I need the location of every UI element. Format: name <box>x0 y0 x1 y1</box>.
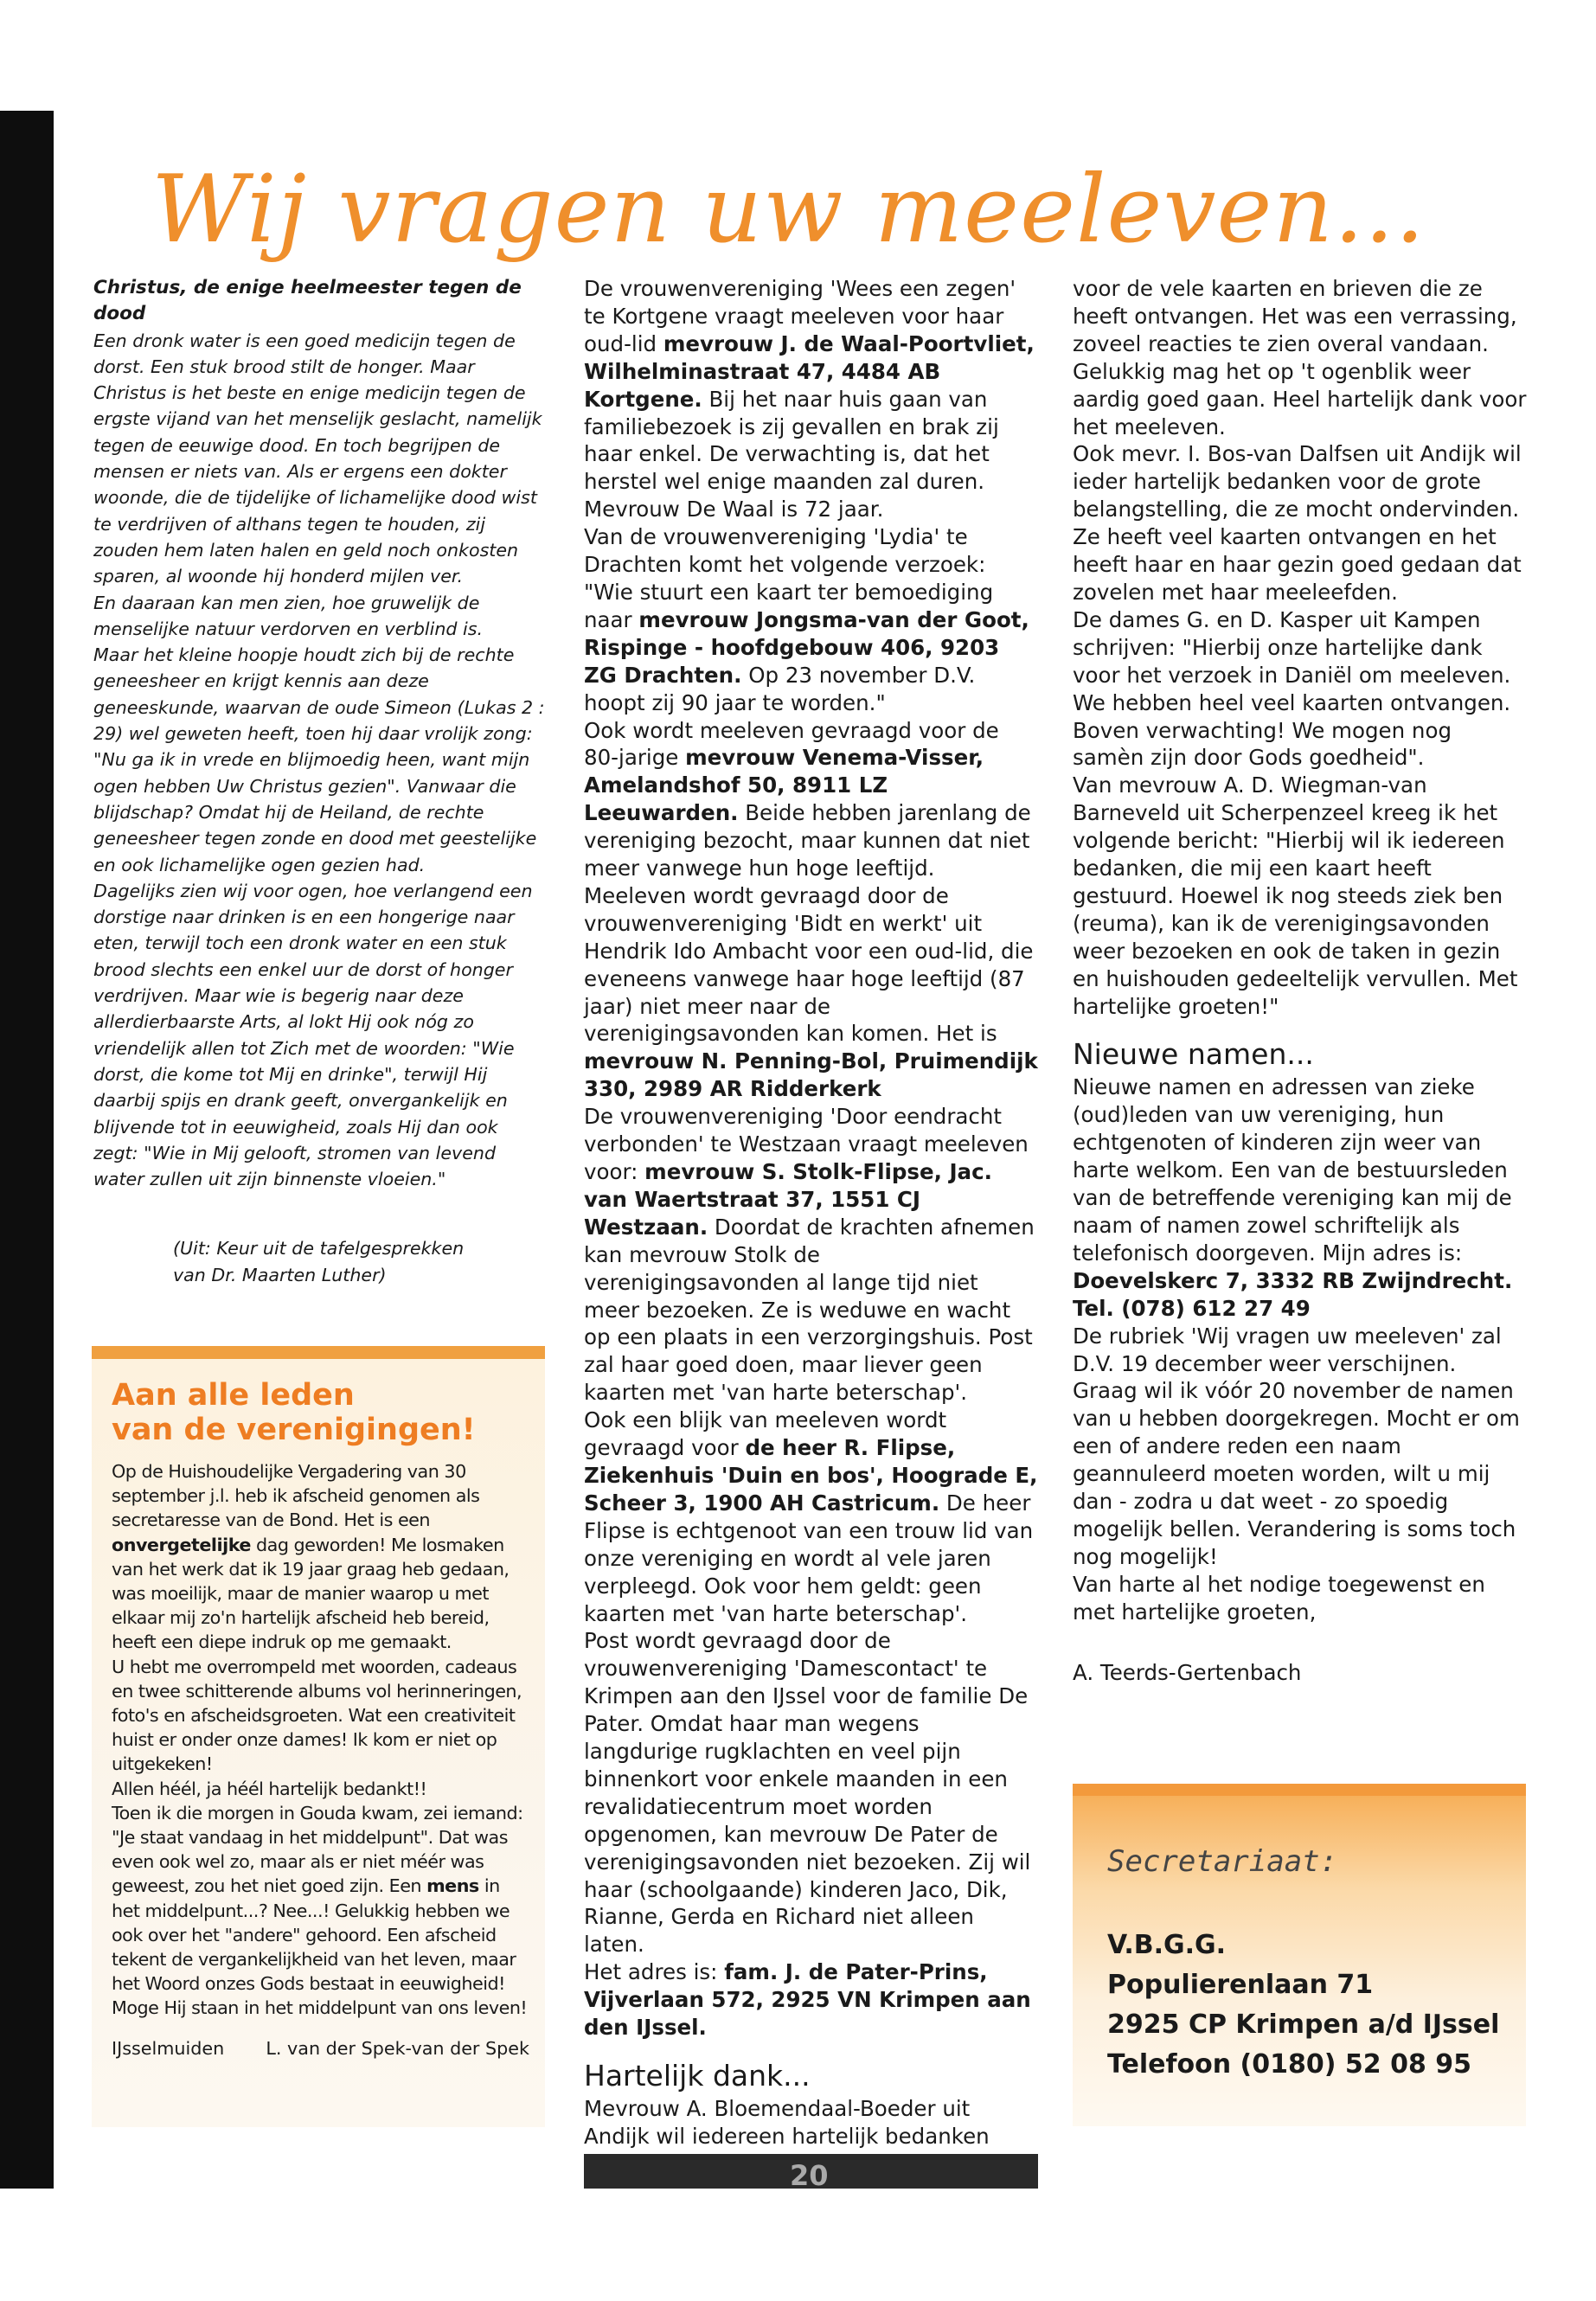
request-item <box>584 523 1038 716</box>
paragraph: Ook mevr. I. Bos-van Dalfsen uit Andijk wil ieder hartelijk bedanken voor de grote belangstelling, die ze mocht ondervinden. Ze heeft veel kaarten ontvangen en het heeft haar en haar gezin goed gedaan dat zovelen met haar meeleefden. <box>1073 441 1522 605</box>
request-item <box>584 1958 1038 2041</box>
paragraph: Van mevrouw A. D. Wiegman-van Barneveld uit Scherpenzeel kreeg ik het volgende bericht: "Hierbij wil ik iedereen bedanken, die mij een kaart heeft gestuurd. Hoewel ik nog steeds ziek ben (reuma), kan ik de verenigingsavonden weer bezoeken en ook de taken in gezin en huishouden gedeeltelijk vervullen. Met hartelijke groeten!" <box>1073 772 1518 1019</box>
scan-edge <box>0 111 54 2189</box>
section-heading-thanks: Hartelijk dank... <box>584 2059 811 2093</box>
box-signature <box>112 2038 529 2059</box>
address: mevrouw J. de Waal-Poortvliet, Wilhelminastraat 47, 4484 AB Kortgene. <box>584 330 1035 412</box>
text: Ook wordt meeleven gevraagd voor de 80-jarige <box>584 717 999 771</box>
request-item <box>584 1407 1038 1627</box>
text: Op 23 november D.V. hoopt zij 90 jaar te worden." <box>584 662 976 715</box>
paragraph: Allen héél, ja héél hartelijk bedankt!! <box>112 1778 427 1799</box>
paragraph: Van harte al het nodige toegewenst en met hartelijke groeten, <box>1073 1571 1485 1625</box>
text: Beide hebben jarenlang de vereniging bezocht, maar kunnen dat niet meer vanwege hun hoge leeftijd. <box>584 800 1031 881</box>
address: mevrouw S. Stolk-Flipse, Jac. van Waertstraat 37, 1551 CJ Westzaan. <box>584 1159 992 1240</box>
street: Populierenlaan 71 <box>1107 1970 1374 2000</box>
author-signature: A. Teerds-Gertenbach <box>1073 1659 1302 1685</box>
signature-name: L. van der Spek-van der Spek <box>266 2037 529 2059</box>
text: Bij het naar huis gaan van familiebezoek is zij gevallen en brak zij haar enkel. De verwachting is, dat het herstel wel enige maanden zal duren. Mevrouw De Waal is 72 jaar. <box>584 386 999 522</box>
box-body <box>112 1459 529 2021</box>
text: Van de vrouwenvereniging 'Lydia' te Drachten komt het volgende verzoek: "Wie stuurt een kaart ter bemoediging naar <box>584 524 994 632</box>
text: De vrouwenvereniging 'Door eendracht verbonden' te Westzaan vraagt meeleven voor: <box>584 1104 1029 1184</box>
text: De vrouwenvereniging 'Wees een zegen' te Kortgene vraagt meeleven voor haar oud-lid <box>584 276 1016 356</box>
paragraph: voor de vele kaarten en brieven die ze heeft ontvangen. Het was een verrassing, zoveel reacties te zien overal vandaan. Gelukkig mag het op 't ogenblik weer aardig goed gaan. Heel hartelijk dank voor het meeleven. <box>1073 276 1527 439</box>
emphasis: mens <box>426 1875 479 1897</box>
request-item <box>584 275 1038 523</box>
address: mevrouw Venema-Visser, Amelandshof 50, 8911 LZ Leeuwarden. <box>584 745 984 826</box>
paragraph: Mevrouw A. Bloemendaal-Boeder uit Andijk wil iedereen hartelijk bedanken <box>584 2096 990 2149</box>
phone: Telefoon (0180) 52 08 95 <box>1107 2049 1472 2080</box>
paragraph: Dagelijks zien wij voor ogen, hoe verlangend een dorstige naar drinken is en een hongerige naar eten, terwijl toch een dronk water en een stuk brood slechts een enkel uur de dorst of honger verdrijven. Maar wie is begerig naar deze allerdierbaarste Arts, al lokt Hij ook nóg zo vriendelijk allen tot Zich met de woorden: "Wie dorst, die kome tot Mij en drinke", terwijl Hij daarbij spijs en drank geeft, onvergankelijk en blijvende tot in eeuwigheid, zoals Hij dan ook zegt: "Wie in Mij gelooft, stromen van levend water zullen uit zijn binnenste vloeien." <box>93 880 533 1190</box>
paragraph <box>1073 1074 1527 1322</box>
request-item: Post wordt gevraagd door de vrouwenvereniging 'Damescontact' te Krimpen aan den IJssel voor de familie De Pater. Omdat haar man wegens langdurige rugklachten en veel pijn binnenkort voor enkele maanden in een revalidatiecentrum moet worden opgenomen, kan mevrouw De Pater de verenigingsavonden niet bezoeken. Zij wil haar (schoolgaande) kinderen Jaco, Dik, Rianne, Gerda en Richard niet alleen laten. <box>584 1628 1031 1958</box>
address: mevrouw N. Penning-Bol, Pruimendijk 330, 2989 AR Ridderkerk <box>584 1048 1038 1102</box>
text: Op de Huishoudelijke Vergadering van 30 september j.l. heb ik afscheid genomen als secretaresse van de Bond. Het is een <box>112 1461 480 1531</box>
paragraph: Een dronk water is een goed medicijn tegen de dorst. Een stuk brood stilt de honger. Maar Christus is het beste en enige medicijn tegen de ergste vijand van het menselijk geslacht, namelijk tegen de eeuwige dood. En toch begrijpen de mensen er niets van. Als er ergens een dokter woonde, die de tijdelijke of lichamelijke dood wist te verdrijven of althans tegen te houden, zij zouden hem laten halen en geld noch onkosten sparen, al woonde hij honderd mijlen ver. <box>93 330 542 587</box>
city: 2925 CP Krimpen a/d IJssel <box>1107 2009 1500 2040</box>
heading-line: van de verenigingen! <box>112 1413 476 1447</box>
page-number: 20 <box>790 2159 829 2189</box>
section-heading-new-names: Nieuwe namen... <box>1073 1037 1314 1072</box>
text: Doordat de krachten afnemen kan mevrouw Stolk de verenigingsavonden al lange tijd niet meer bezoeken. Ze is weduwe en wacht op een plaats in een verzorgingshuis. Post zal haar goed doen, maar liever geen kaarten met 'van harte beterschap'. <box>584 1214 1035 1406</box>
paragraph <box>112 1459 529 1655</box>
secretariat-box <box>1073 1784 1526 2126</box>
text: dag geworden! Me losmaken van het werk dat ik 19 jaar graag heb gedaan, was moeilijk, maar de manier waarop u met elkaar mij zo'n hartelijk afscheid heb bereid, heeft een diepe indruk op me gemaakt. <box>112 1534 510 1653</box>
column-requests <box>584 275 1038 2150</box>
citation-line: (Uit: Keur uit de tafelgesprekken <box>173 1238 465 1259</box>
text: Het adres is: <box>584 1959 725 1985</box>
members-letter-box <box>92 1346 545 2127</box>
paragraph: En daaraan kan men zien, hoe gruwelijk de menselijke natuur verdorven en verblind is. <box>93 592 484 639</box>
text: in het middelpunt...? Nee...! Gelukkig hebben we ook over het "andere" gehoord. Een afscheid tekent de vergankelijkheid van het leven, maar het Woord onzes Gods bestaat in eeuwigheid! Moge Hij staan in het middelpunt van ons leven! <box>112 1875 528 2019</box>
address: fam. J. de Pater-Prins, Vijverlaan 572, 2925 VN Krimpen aan den IJssel. <box>584 1959 1031 2041</box>
address: mevrouw Jongsma-van der Goot, Rispinge - hoofdgebouw 406, 9203 ZG Drachten. <box>584 606 1029 688</box>
paragraph: De dames G. en D. Kasper uit Kampen schrijven: "Hierbij onze hartelijke dank voor het verzoek in Daniël om meeleven. We hebben heel veel kaarten ontvangen. Boven verwachting! We mogen nog samèn zijn door Gods goedheid". <box>1073 606 1511 771</box>
heading-line: Aan alle leden <box>112 1378 355 1413</box>
address: de heer R. Flipse, Ziekenhuis 'Duin en bos', Hoograde E, Scheer 3, 1900 AH Castricum. <box>584 1435 1038 1516</box>
secretariat-title: Secretariaat: <box>1107 1844 1338 1879</box>
text: Meeleven wordt gevraagd door de vrouwenvereniging 'Bidt en werkt' uit Hendrik Ido Ambacht voor een oud-lid, die eveneens vanwege haar hoge leeftijd (87 jaar) niet meer naar de verenigingsavonden kan komen. Het is <box>584 882 1034 1047</box>
paragraph: U hebt me overrompeld met woorden, cadeaus en twee schitterende albums vol herinneringen, foto's en afscheidsgroeten. Wat een creativiteit huist er onder onze dames! Ik kom er niet op uitgekeken! <box>112 1656 522 1775</box>
secretariat-address <box>1107 1926 1499 2085</box>
page-number-bar <box>584 2154 1038 2189</box>
emphasis: onvergetelijke <box>112 1534 251 1555</box>
signature-place: IJsselmuiden <box>112 2037 225 2059</box>
citation-line: van Dr. Maarten Luther) <box>173 1264 387 1285</box>
paragraph <box>112 1801 529 2021</box>
request-item <box>584 882 1038 1103</box>
article-subhead: Christus, de enige heelmeester tegen de dood <box>93 277 522 325</box>
column-luther <box>93 275 545 1288</box>
box-heading <box>112 1378 545 1447</box>
text: Ook een blijk van meeleven wordt gevraagd voor <box>584 1407 947 1461</box>
org-name: V.B.G.G. <box>1107 1930 1227 1960</box>
contact-address: Doevelskerc 7, 3332 RB Zwijndrecht. Tel. (078) 612 27 49 <box>1073 1267 1513 1321</box>
request-item <box>584 1103 1038 1407</box>
text: Toen ik die morgen in Gouda kwam, zei iemand: "Je staat vandaag in het middelpunt". Dat was even ook wel zo, maar als er niet méér was geweest, zou het niet goed zijn. Een <box>112 1802 523 1897</box>
column-thanks <box>1073 275 1527 1687</box>
source-citation <box>173 1235 545 1288</box>
paragraph: De rubriek 'Wij vragen uw meeleven' zal D.V. 19 december weer verschijnen. Graag wil ik vóór 20 november de namen van u hebben doorgekregen. Mocht er om een of andere reden een naam geannuleerd moeten worden, wilt u mij dan - zodra u dat weet - zo spoedig mogelijk bellen. Verandering is soms toch nog mogelijk! <box>1073 1323 1520 1569</box>
request-item <box>584 717 1038 882</box>
paragraph: Maar het kleine hoopje houdt zich bij de rechte geneesheer en krijgt kennis aan deze geneeskunde, waarvan de oude Simeon (Lukas 2 : 29) wel geweten heeft, toen hij daar vrolijk zong: "Nu ga ik in vrede en blijmoedig heen, want mijn ogen hebben Uw Christus gezien". Vanwaar die blijdschap? Omdat hij de Heiland, de rechte geneesheer tegen zonde en dood met geestelijke en ook lichamelijke ogen gezien had. <box>93 644 545 875</box>
text: De heer Flipse is echtgenoot van een trouw lid van onze vereniging en wordt al vele jaren verpleegd. Ook voor hem geldt: geen kaarten met 'van harte beterschap'. <box>584 1490 1034 1626</box>
text: Nieuwe namen en adressen van zieke (oud)leden van uw vereniging, hun echtgenoten of kinderen zijn weer van harte welkom. Een van de bestuursleden van de betreffende vereniging kan mij de naam of namen zowel schriftelijk als telefonisch doorgeven. Mijn adres is: <box>1073 1074 1512 1266</box>
page-title: Wij vragen uw meeleven... <box>151 156 1426 264</box>
